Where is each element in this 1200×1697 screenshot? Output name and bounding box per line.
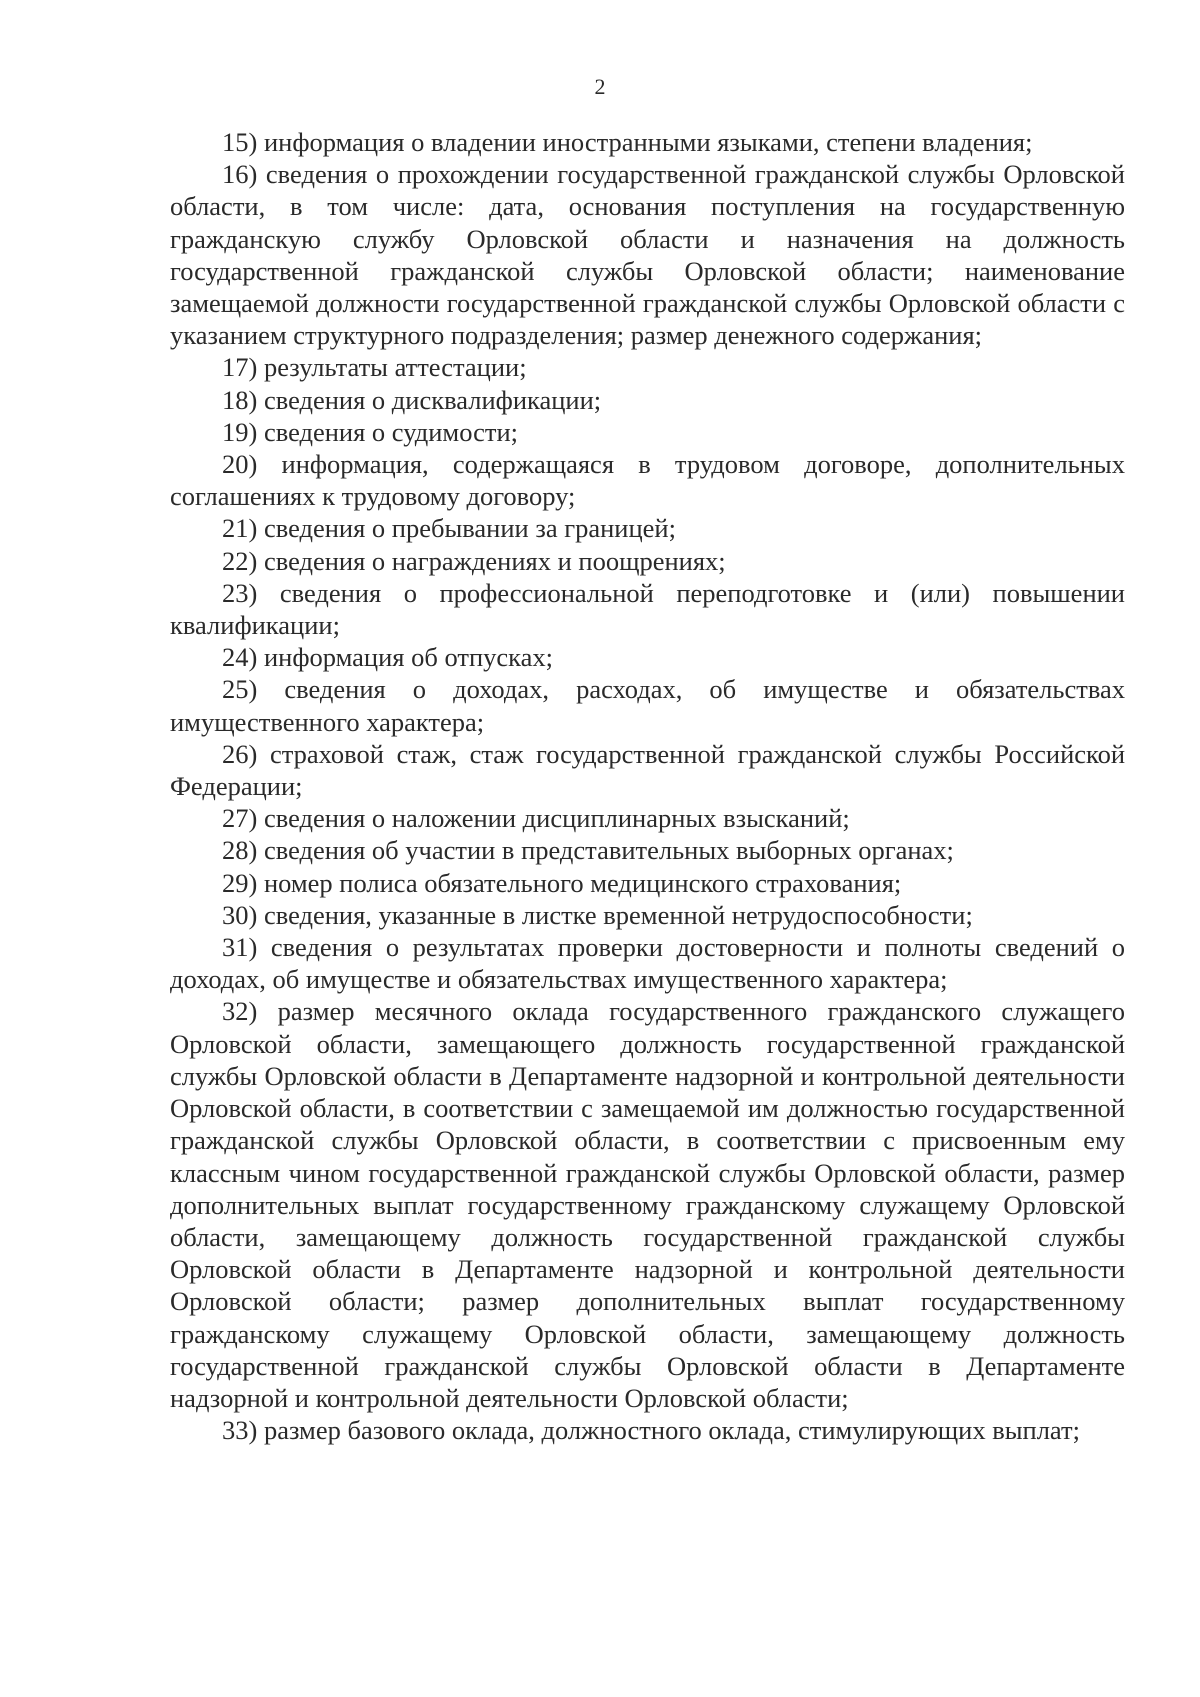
list-item-25: 25) сведения о доходах, расходах, об имуществе и обязательствах имущественного характера;	[170, 674, 1125, 737]
list-item-18: 18) сведения о дисквалификации;	[222, 384, 602, 415]
list-item-30: 30) сведения, указанные в листке временной нетрудоспособности;	[222, 899, 973, 930]
list-item-32: 32) размер месячного оклада государственного гражданского служащего Орловской области, замещающего должность государственной гражданской службы Орловской области в Департаменте надзорной и контрольной деятельности Орловской области, в соответствии с замещаемой им должностью государственной гражданской службы Орловской области, в соответствии с присвоенным ему классным чином государственной гражданской службы Орловской области, размер дополнительных выплат государственному гражданскому служащему Орловской области, замещающему должность государственной гражданской службы Орловской области в Департаменте надзорной и контрольной деятельности Орловской области; размер дополнительных выплат государственному гражданскому служащему Орловской области, замещающему должность государственной гражданской службы Орловской области в Департаменте надзорной и контрольной деятельности Орловской области;	[170, 996, 1125, 1413]
list-item-20: 20) информация, содержащаяся в трудовом договоре, дополнительных соглашениях к трудовому договору;	[170, 449, 1125, 512]
list-item-21: 21) сведения о пребывании за границей;	[222, 513, 676, 544]
list-item-22: 22) сведения о награждениях и поощрениях;	[222, 545, 726, 576]
list-item-23: 23) сведения о профессиональной переподготовке и (или) повышении квалификации;	[170, 577, 1125, 641]
list-item-24: 24) информация об отпусках;	[222, 642, 553, 673]
list-item-31: 31) сведения о результатах проверки достоверности и полноты сведений о доходах, об имуществе и обязательствах имущественного характера;	[170, 932, 1125, 995]
list-item-17: 17) результаты аттестации;	[222, 352, 527, 383]
list-item-29: 29) номер полиса обязательного медицинского страхования;	[222, 867, 902, 898]
list-item-27: 27) сведения о наложении дисциплинарных взысканий;	[222, 803, 850, 834]
list-item-15: 15) информация о владении иностранными языками, степени владения;	[222, 127, 1033, 157]
list-item-33: 33) размер базового оклада, должностного оклада, стимулирующих выплат;	[222, 1415, 1080, 1446]
list-item-26: 26) страховой стаж, стаж государственной гражданской службы Российской Федерации;	[170, 738, 1125, 802]
list-body	[170, 126, 1125, 1446]
list-item-28: 28) сведения об участии в представительных выборных органах;	[222, 835, 954, 866]
list-item-16: 16) сведения о прохождении государственной гражданской службы Орловской области, в том числе: дата, основания поступления на государственную гражданскую службу Орловской области и назначения на должность государственной гражданской службы Орловской области; наименование замещаемой должности государственной гражданской службы Орловской области с указанием структурного подразделения; размер денежного содержания;	[170, 159, 1125, 351]
page-number: 2	[594, 74, 606, 99]
list-item-19: 19) сведения о судимости;	[222, 416, 519, 447]
